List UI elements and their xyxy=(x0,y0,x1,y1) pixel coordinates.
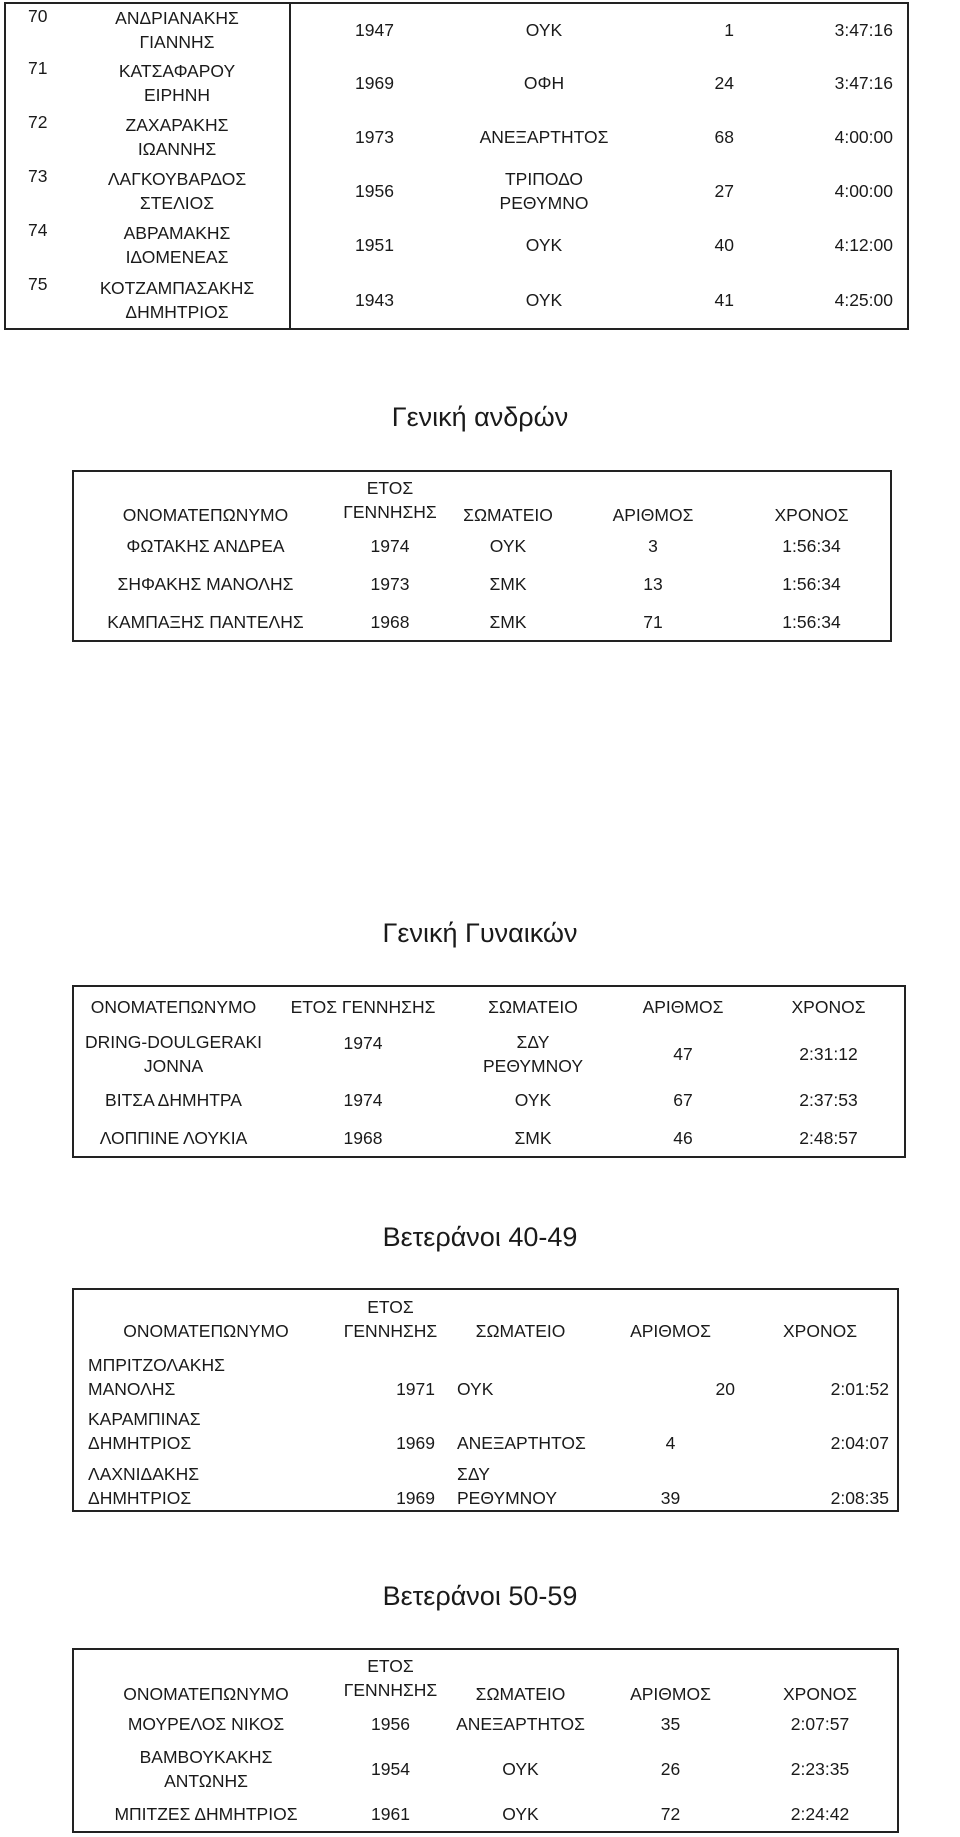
table-row xyxy=(5,56,908,110)
club-cell: ΟΥΚ xyxy=(502,1759,539,1779)
number-cell: 35 xyxy=(660,1714,681,1734)
rank-cell: 72 xyxy=(28,112,48,132)
time-cell: 2:37:53 xyxy=(799,1090,858,1110)
table-row xyxy=(73,603,891,641)
number-cell: 39 xyxy=(660,1488,681,1508)
time-cell: 2:31:12 xyxy=(799,1043,858,1064)
header-time: ΧΡΟΝΟΣ xyxy=(782,1321,858,1341)
year-cell: 1968 xyxy=(343,1127,383,1148)
header-name: ΟΝΟΜΑΤΕΠΩΝΥΜΟ xyxy=(123,1321,289,1341)
number-cell: 71 xyxy=(643,611,663,632)
name-cell: ΑΝΔΡΙΑΝΑΚΗΣ ΓΙΑΝΝΗΣ xyxy=(65,3,290,56)
name-cell: DRING-DOULGERAKI JONNA xyxy=(85,1031,262,1076)
year-cell: 1951 xyxy=(355,235,394,255)
results-table-vet50 xyxy=(72,1648,899,1833)
table-row xyxy=(73,1796,898,1832)
table-row xyxy=(5,164,908,218)
time-cell: 4:00:00 xyxy=(834,181,893,201)
year-cell: 1973 xyxy=(370,574,410,594)
table-row xyxy=(5,272,908,329)
rank-cell: 75 xyxy=(28,274,48,294)
club-cell: ΣΜΚ xyxy=(514,1127,552,1148)
club-cell: ΑΝΕΞΑΡΤΗΤΟΣ xyxy=(479,127,609,147)
time-cell: 2:23:35 xyxy=(790,1759,850,1779)
header-name: ΟΝΟΜΑΤΕΠΩΝΥΜΟ xyxy=(123,1684,289,1704)
table-row xyxy=(73,1742,898,1796)
header-club: ΣΩΜΑΤΕΙΟ xyxy=(488,996,578,1017)
header-number: ΑΡΙΘΜΟΣ xyxy=(630,1684,711,1704)
name-cell: ΒΑΜΒΟΥΚΑΚΗΣ ΑΝΤΩΝΗΣ xyxy=(139,1747,273,1791)
name-cell: ΚΑΜΠΑΞΗΣ ΠΑΝΤΕΛΗΣ xyxy=(107,611,304,632)
year-cell: 1947 xyxy=(355,20,394,40)
club-cell: ΟΥΚ xyxy=(457,1379,494,1399)
table-row xyxy=(73,527,891,565)
header-time: ΧΡΟΝΟΣ xyxy=(791,996,866,1017)
club-cell: ΤΡΙΠΟΔΟ ΡΕΘΥΜΝΟ xyxy=(499,169,589,213)
header-club: ΣΩΜΑΤΕΙΟ xyxy=(475,1321,566,1341)
year-cell: 1974 xyxy=(343,1090,383,1110)
time-cell: 1:56:34 xyxy=(782,536,841,556)
number-cell: 68 xyxy=(714,127,734,147)
club-cell: ΟΥΚ xyxy=(525,235,563,255)
name-cell: ΚΑΤΣΑΦΑΡΟΥ ΕΙΡΗΝΗ xyxy=(65,56,290,110)
name-cell: ΣΗΦΑΚΗΣ ΜΑΝΟΛΗΣ xyxy=(117,574,294,594)
year-cell: 1956 xyxy=(355,181,394,201)
name-cell: ΜΠΡΙΤΖΟΛΑΚΗΣ ΜΑΝΟΛΗΣ xyxy=(88,1355,225,1399)
name-cell: ΑΒΡΑΜΑΚΗΣ ΙΔΟΜΕΝΕΑΣ xyxy=(65,218,290,272)
year-cell: 1954 xyxy=(371,1759,410,1779)
header-year: ΕΤΟΣ ΓΕΝΝΗΣΗΣ xyxy=(343,477,437,522)
club-cell: ΟΥΚ xyxy=(489,536,527,556)
header-club: ΣΩΜΑΤΕΙΟ xyxy=(475,1684,566,1704)
table-header-row xyxy=(73,986,905,1026)
time-cell: 4:00:00 xyxy=(834,127,893,147)
club-cell: ΣΜΚ xyxy=(489,574,527,594)
year-cell: 1969 xyxy=(396,1433,435,1453)
number-cell: 1 xyxy=(724,20,734,40)
table-row xyxy=(73,1343,898,1401)
table-header-row xyxy=(73,1649,898,1706)
time-cell: 1:56:34 xyxy=(782,574,841,594)
club-cell: ΟΥΚ xyxy=(514,1090,552,1110)
section-title-vet40: Βετεράνοι 40-49 xyxy=(382,1222,578,1252)
year-cell: 1956 xyxy=(371,1714,410,1734)
rank-cell: 74 xyxy=(28,220,48,240)
club-cell: ΟΦΗ xyxy=(523,73,565,93)
time-cell: 4:25:00 xyxy=(834,290,893,310)
time-cell: 2:48:57 xyxy=(799,1127,858,1148)
number-cell: 27 xyxy=(714,181,734,201)
number-cell: 72 xyxy=(660,1803,681,1824)
header-name: ΟΝΟΜΑΤΕΠΩΝΥΜΟ xyxy=(122,505,289,525)
club-cell: ΑΝΕΞΑΡΤΗΤΟΣ xyxy=(456,1714,585,1734)
name-cell: ΦΩΤΑΚΗΣ ΑΝΔΡΕΑ xyxy=(126,536,285,556)
header-number: ΑΡΙΘΜΟΣ xyxy=(630,1321,711,1341)
section-title-men: Γενική ανδρών xyxy=(391,402,569,432)
club-cell: ΟΥΚ xyxy=(525,20,563,40)
header-year: ΕΤΟΣ ΓΕΝΝΗΣΗΣ xyxy=(343,1656,438,1700)
table-row xyxy=(73,1706,898,1742)
time-cell: 1:56:34 xyxy=(782,611,841,632)
number-cell: 41 xyxy=(714,290,734,310)
number-cell: 26 xyxy=(660,1759,681,1779)
time-cell: 2:08:35 xyxy=(830,1488,889,1508)
results-table-women xyxy=(72,985,906,1158)
year-cell: 1943 xyxy=(355,290,394,310)
name-cell: ΛΑΧΝΙΔΑΚΗΣ ΔΗΜΗΤΡΙΟΣ xyxy=(88,1464,200,1508)
number-cell: 20 xyxy=(715,1379,735,1399)
section-title-women: Γενική Γυναικών xyxy=(382,918,578,948)
number-cell: 67 xyxy=(673,1090,693,1110)
name-cell: ΛΑΓΚΟΥΒΑΡΔΟΣ ΣΤΕΛΙΟΣ xyxy=(65,164,290,218)
number-cell: 24 xyxy=(714,73,734,93)
table-header-row xyxy=(73,471,891,527)
rank-cell: 73 xyxy=(28,166,48,186)
name-cell: ΚΑΡΑΜΠΙΝΑΣ ΔΗΜΗΤΡΙΟΣ xyxy=(88,1409,201,1453)
year-cell: 1973 xyxy=(355,127,394,147)
name-cell: ΖΑΧΑΡΑΚΗΣ ΙΩΑΝΝΗΣ xyxy=(65,110,290,164)
club-cell: ΑΝΕΞΑΡΤΗΤΟΣ xyxy=(457,1433,586,1453)
number-cell: 40 xyxy=(714,235,734,255)
table-row xyxy=(5,110,908,164)
header-name: ΟΝΟΜΑΤΕΠΩΝΥΜΟ xyxy=(90,996,257,1017)
club-cell: ΣΜΚ xyxy=(489,611,527,632)
time-cell: 2:01:52 xyxy=(830,1379,889,1399)
year-cell: 1961 xyxy=(371,1803,410,1824)
results-table-vet40 xyxy=(72,1288,899,1512)
time-cell: 2:24:42 xyxy=(790,1803,850,1824)
header-year: ΕΤΟΣ ΓΕΝΝΗΣΗΣ xyxy=(290,996,436,1017)
rank-cell: 70 xyxy=(28,6,48,26)
results-table-top xyxy=(4,2,909,330)
results-table-men xyxy=(72,470,892,642)
club-cell: ΟΥΚ xyxy=(525,290,563,310)
number-cell: 46 xyxy=(673,1127,693,1148)
year-cell: 1969 xyxy=(396,1488,435,1508)
name-cell: ΚΟΤΖΑΜΠΑΣΑΚΗΣ ΔΗΜΗΤΡΙΟΣ xyxy=(65,272,290,329)
year-cell: 1974 xyxy=(370,536,410,556)
header-club: ΣΩΜΑΤΕΙΟ xyxy=(463,505,553,525)
name-cell: ΛΟΠΠΙΝΕ ΛΟΥΚΙΑ xyxy=(99,1127,248,1148)
table-row xyxy=(73,565,891,603)
club-cell: ΣΔΥ ΡΕΘΥΜΝΟΥ xyxy=(482,1031,583,1076)
name-cell: ΒΙΤΣΑ ΔΗΜΗΤΡΑ xyxy=(105,1090,242,1110)
number-cell: 4 xyxy=(665,1433,676,1453)
time-cell: 3:47:16 xyxy=(834,73,893,93)
name-cell: ΜΠΙΤΖΕΣ ΔΗΜΗΤΡΙΟΣ xyxy=(114,1803,298,1824)
time-cell: 4:12:00 xyxy=(834,235,893,255)
year-cell: 1969 xyxy=(355,73,394,93)
table-row xyxy=(5,218,908,272)
number-cell: 13 xyxy=(643,574,663,594)
number-cell: 3 xyxy=(648,536,658,556)
year-cell: 1968 xyxy=(370,611,410,632)
time-cell: 3:47:16 xyxy=(834,20,893,40)
header-time: ΧΡΟΝΟΣ xyxy=(774,505,849,525)
club-cell: ΣΔΥ ΡΕΘΥΜΝΟΥ xyxy=(457,1464,558,1508)
table-row xyxy=(5,3,908,56)
header-number: ΑΡΙΘΜΟΣ xyxy=(612,505,694,525)
header-year: ΕΤΟΣ ΓΕΝΝΗΣΗΣ xyxy=(343,1297,438,1341)
rank-cell: 71 xyxy=(28,58,48,78)
header-number: ΑΡΙΘΜΟΣ xyxy=(642,996,724,1017)
header-time: ΧΡΟΝΟΣ xyxy=(782,1684,858,1704)
year-cell: 1971 xyxy=(396,1379,435,1399)
table-row xyxy=(73,1026,905,1081)
name-cell: ΜΟΥΡΕΛΟΣ ΝΙΚΟΣ xyxy=(127,1714,285,1734)
time-cell: 2:04:07 xyxy=(830,1433,889,1453)
table-row xyxy=(73,1401,898,1455)
number-cell: 47 xyxy=(673,1043,693,1064)
table-row xyxy=(73,1455,898,1511)
section-title-vet50: Βετεράνοι 50-59 xyxy=(382,1581,578,1611)
table-header-row xyxy=(73,1289,898,1343)
table-row xyxy=(73,1081,905,1119)
time-cell: 2:07:57 xyxy=(790,1714,850,1734)
table-row xyxy=(73,1119,905,1157)
year-cell: 1974 xyxy=(343,1033,383,1053)
club-cell: ΟΥΚ xyxy=(502,1803,539,1824)
